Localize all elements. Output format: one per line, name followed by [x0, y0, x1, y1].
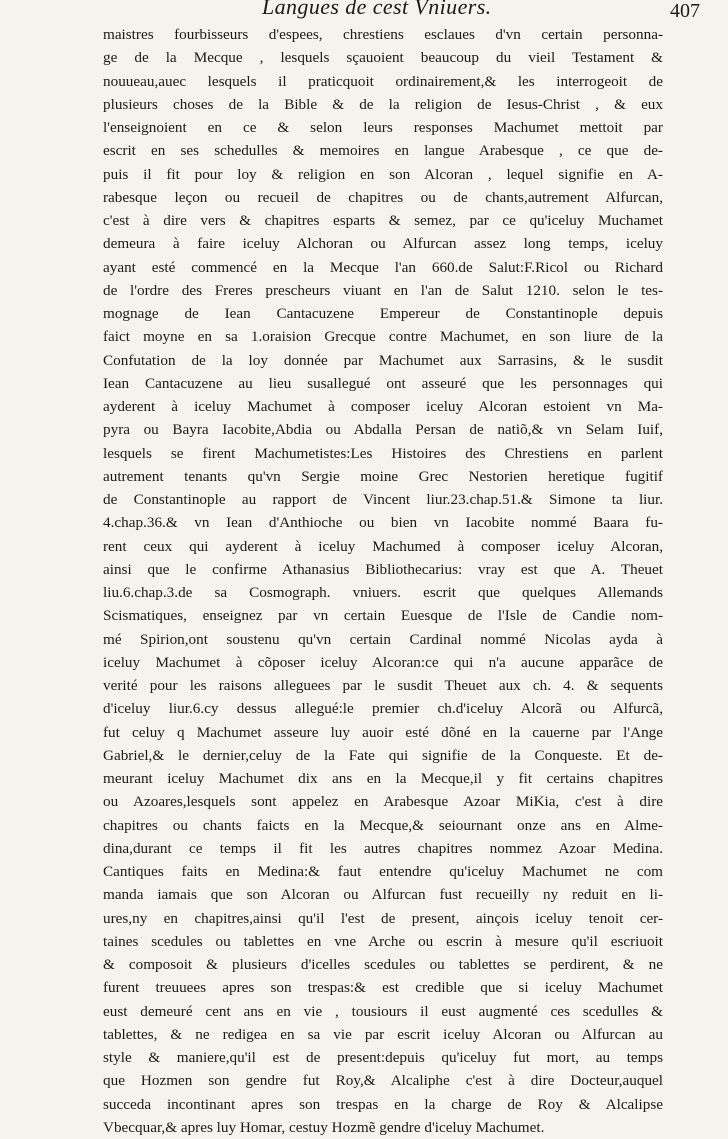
text-line: eust demeuré cent ans en vie , tousiours il eust augmenté ces scedulles & [103, 1002, 663, 1020]
text-line: furent treuuees apres son trespas:& est credible que si iceluy Machumet [103, 979, 663, 997]
body-text [103, 23, 663, 1139]
text-line: de l'ordre des Freres prescheurs viuant en l'an de Salut 1210. selon le tes- [103, 281, 663, 299]
running-title: Langues de cest Vniuers. [262, 0, 492, 19]
page-number: 407 [670, 0, 700, 22]
text-line: dina,durant ce temps il fit les autres chapitres nommez Azoar Medina. [103, 839, 663, 857]
text-line: d'iceluy liur.6.cy dessus allegué:le premier ch.d'iceluy Alcorã ou Alfurcã, [103, 700, 663, 718]
text-line: taines scedules ou tablettes en vne Arche ou escrin à mesure qu'il escriuoit [103, 932, 663, 950]
text-line: & composoit & plusieurs d'icelles scedules ou tablettes se perdirent, & ne [103, 956, 663, 973]
text-line: pyra ou Bayra Iacobite,Abdia ou Abdalla Persan de natiõ,& vn Selam Iuif, [103, 421, 663, 439]
text-line: ayderent à iceluy Machumet à composer iceluy Alcoran estoient vn Ma- [103, 398, 663, 415]
text-line: ou Azoares,lesquels sont appelez en Arabesque Azoar MiKia, c'est à dire [103, 793, 663, 811]
text-line: manda iamais que son Alcoran ou Alfurcan fust recueilly ny reduit en li- [103, 886, 663, 904]
text-line: lesquels se firent Machumetistes:Les Histoires des Chrestiens en parlent [103, 444, 663, 462]
text-line: ainsi que le confirme Athanasius Bibliothecarius: vray est que A. Theuet [103, 560, 663, 578]
text-line: demeura à faire iceluy Alchoran ou Alfurcan assez long temps, iceluy [103, 235, 663, 253]
text-line: escrit en ses schedulles & memoires en langue Arabesque , ce que de- [103, 142, 663, 160]
text-line: tablettes, & ne redigea en sa vie par escrit iceluy Alcoran ou Alfurcan au [103, 1025, 663, 1043]
text-line: rent ceux qui ayderent à iceluy Machumed à composer iceluy Alcoran, [103, 537, 663, 555]
text-line: chapitres ou chants faicts en la Mecque,& seiournant onze ans en Alme- [103, 816, 663, 834]
text-line: succeda incontinant apres son trespas en la charge de Roy & Alcalipse [103, 1095, 663, 1113]
text-line: iceluy Machumet à cõposer iceluy Alcoran:ce qui n'a aucune apparãce de [103, 653, 663, 671]
text-line: Scismatiques, enseignez par vn certain Euesque de l'Isle de Candie nom- [103, 607, 663, 625]
text-line: mé Spirion,ont soustenu qu'vn certain Cardinal nommé Nicolas ayda à [103, 630, 663, 648]
text-line: plusieurs choses de la Bible & de la religion de Iesus-Christ , & eux [103, 95, 663, 113]
text-line: Cantiques faits en Medina:& faut entendre qu'iceluy Machumet ne com [103, 863, 663, 880]
text-line: puis il fit pour loy & religion en son Alcoran , lequel signifie en A- [103, 165, 663, 183]
text-line: ures,ny en chapitres,ainsi qu'il l'est de present, ainçois iceluy tenoit cer- [103, 909, 663, 927]
text-line: ayant esté commencé en la Mecque l'an 660.de Salut:F.Ricol ou Richard [103, 258, 663, 276]
text-line: liu.6.chap.3.de sa Cosmograph. vniuers. escrit que quelques Allemands [103, 584, 663, 601]
text-line: Iean Cantacuzene au lieu susallegué ont asseuré que les personnages qui [103, 374, 663, 392]
text-line: Gabriel,& le dernier,celuy de la Fate qui signifie de la Conqueste. Et de- [103, 746, 663, 764]
text-line: Vbecquar,& apres luy Homar, cestuy Hozmẽ gendre d'iceluy Machumet. [103, 1118, 545, 1136]
text-line: faict moyne en sa 1.oraision Grecque contre Machumet, en son liure de la [103, 328, 663, 346]
text-line: l'enseignoient en ce & selon leurs responses Machumet mettoit par [103, 119, 663, 136]
text-line: 4.chap.36.& vn Iean d'Anthioche ou bien vn Iacobite nommé Baara fu- [103, 514, 663, 532]
text-line: maistres fourbisseurs d'espees, chrestiens esclaues d'vn certain personna- [103, 26, 663, 43]
text-line: meurant iceluy Machumet dix ans en la Mecque,il y fit certains chapitres [103, 770, 663, 787]
text-line: autrement tenants qu'vn Sergie moine Grec Nestorien heretique fugitif [103, 467, 663, 485]
text-line: que Hozmen son gendre fut Roy,& Alcaliphe c'est à dire Docteur,auquel [103, 1072, 663, 1090]
text-line: fut celuy q Machumet asseure luy auoir esté dõné en la cauerne par l'Ange [103, 723, 663, 741]
text-line: ge de la Mecque , lesquels sçauoient beaucoup du vieil Testament & [103, 49, 663, 67]
text-line: c'est à dire vers & chapitres esparts & semez, par ce qu'iceluy Muchamet [103, 212, 663, 229]
text-line: nouueau,auec lesquels il praticquoit ordinairement,& les interrogeoit de [103, 72, 663, 90]
text-line: rabesque leçon ou recueil de chapitres ou de chants,autrement Alfurcan, [103, 188, 663, 206]
text-line: style & maniere,qu'il est de present:depuis qu'iceluy fut mort, au temps [103, 1049, 663, 1066]
text-line: de Constantinople au rapport de Vincent liur.23.chap.51.& Simone ta liur. [103, 491, 663, 508]
text-line: verité pour les raisons alleguees par le susdit Theuet aux ch. 4. & sequents [103, 677, 663, 694]
text-line: Confutation de la loy donnée par Machumet aux Sarrasins, & le susdit [103, 351, 663, 369]
text-line: mognage de Iean Cantacuzene Empereur de Constantinople depuis [103, 305, 663, 322]
